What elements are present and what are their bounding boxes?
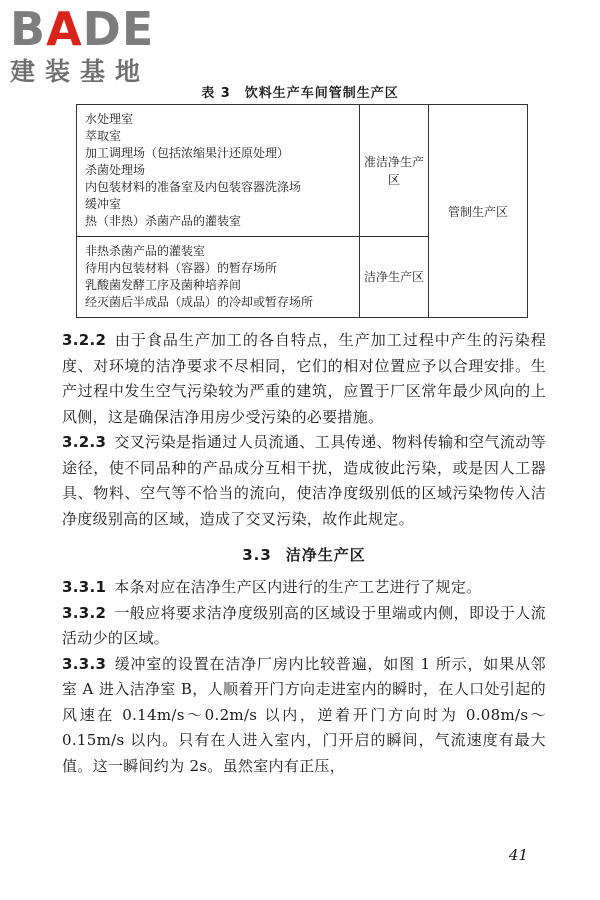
page-number: 41 [508, 846, 528, 864]
list-item: 非热杀菌产品的灌装室 [85, 244, 206, 258]
clause-number: 3.3.1 [62, 578, 107, 596]
paragraph-text: 交叉污染是指通过人员流通、工具传递、物料传输和空气流动等途径，使不同品种的产品成分互相干扰，造成彼此污染，或是因人工器具、物料、空气等不恰当的流向，使洁净度级别低的区域污染物传入洁净度级别高的区域，造成了交叉污染，故作此规定。 [62, 433, 546, 528]
list-item: 内包装材料的准备室及内包装容器洗涤场 [85, 180, 302, 194]
section-title: 洁净生产区 [285, 546, 366, 564]
site-logo [10, 4, 190, 88]
list-item: 杀菌处理场 [85, 163, 146, 177]
paragraph-3-3-1 [62, 575, 546, 601]
table-cell-zone: 管制生产区 [429, 105, 528, 318]
table-row [77, 105, 528, 237]
section-number: 3.3 [242, 546, 272, 564]
paragraph-text: 一般应将要求洁净度级别高的区域设于里端或内侧，即设于人流活动少的区域。 [62, 603, 546, 647]
table-cell-items [77, 105, 360, 237]
paragraph-3-3-3 [62, 652, 546, 780]
clause-number: 3.2.3 [62, 433, 107, 451]
list-item: 水处理室 [85, 112, 134, 126]
list-item: 缓冲室 [85, 197, 122, 211]
paragraph-text: 缓冲室的设置在洁净厂房内比较普遍，如图 1 所示，如果从邻室 A 进入洁净室 B，人顺着开门方向走进室内的瞬时，在人口处引起的风速在 0.14m/s～0.2m/s 以内，逆着开门方向时为 0.08m/s～0.15m/s 以内。只有在人进入室内，门开启的瞬间，气流速度有最大值。这一瞬间约为 2s。虽然室内有正压， [62, 654, 546, 775]
table-cell-grade: 准洁净生产区 [360, 105, 429, 237]
document-body [62, 328, 546, 779]
list-item: 乳酸菌发酵工序及菌种培养间 [85, 278, 242, 292]
paragraph-3-2-2 [62, 328, 546, 430]
production-zone-table [76, 104, 528, 318]
logo-letter-b: B [10, 2, 47, 56]
list-item: 热（非热）杀菌产品的灌装室 [85, 214, 242, 228]
clause-number: 3.3.3 [62, 654, 107, 673]
clause-number: 3.3.2 [62, 603, 107, 622]
section-heading [62, 544, 546, 565]
list-item: 萃取室 [85, 129, 122, 143]
logo-letter-a: A [46, 2, 83, 56]
paragraph-3-3-2 [62, 601, 546, 652]
paragraph-text: 由于食品生产加工的各自特点，生产加工过程中产生的污染程度、对环境的洁净要求不尽相同，它们的相对位置应予以合理安排。生产过程中发生空气污染较为严重的建筑，应置于厂区常年最少风向的上风侧，这是确保洁净用房少受污染的必要措施。 [62, 331, 546, 426]
paragraph-text: 本条对应在洁净生产区内进行的生产工艺进行了规定。 [114, 578, 482, 596]
list-item: 待用内包装材料（容器）的暂存场所 [85, 261, 278, 275]
table-cell-grade: 洁净生产区 [360, 237, 429, 318]
logo-subtitle: 建装基地 [10, 57, 151, 86]
logo-wordmark [10, 4, 190, 54]
table-cell-items [77, 237, 360, 318]
list-item: 经灭菌后半成品（成品）的冷却或暂存场所 [85, 295, 314, 309]
table-caption: 表 3 饮料生产车间管制生产区 [201, 86, 399, 101]
logo-letters-de: DE [82, 2, 155, 56]
paragraph-3-2-3 [62, 430, 546, 532]
clause-number: 3.2.2 [62, 331, 107, 349]
list-item: 加工调理场（包括浓缩果汁还原处理） [85, 146, 290, 160]
